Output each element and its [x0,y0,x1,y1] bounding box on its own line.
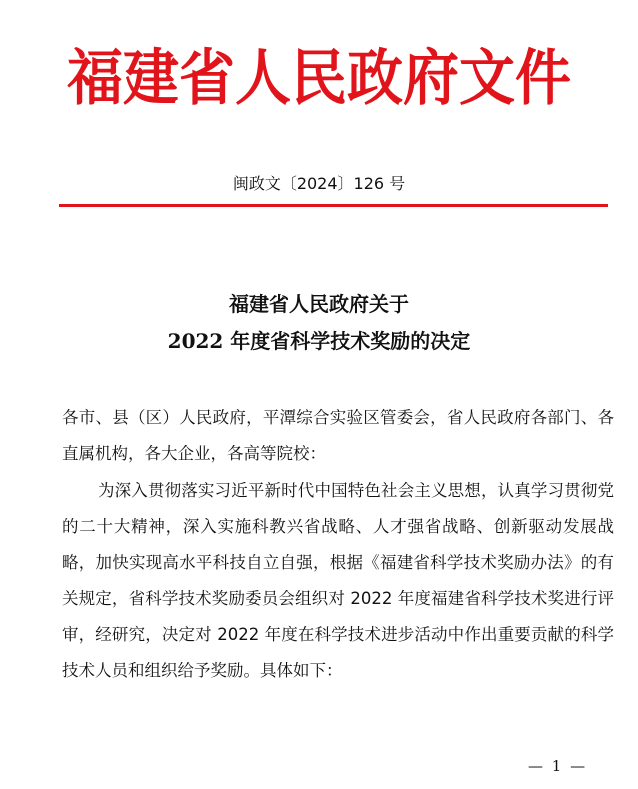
body-paragraph: 为深入贯彻落实习近平新时代中国特色社会主义思想，认真学习贯彻党的二十大精神，深入实施科教兴省战略、人才强省战略、创新驱动发展战略，加快实现高水平科技自立自强，根据《福建省科学技术奖励办法》的有关规定，省科学技术奖励委员会组织对 2022 年度福建省科学技术奖进行评审，经研究，决定对 2022 年度在科学技术进步活动中作出重要贡献的科学技术人员和组织给予奖励。具体如下： [62,481,614,680]
red-divider-line [59,204,608,207]
addressee-paragraph: 各市、县（区）人民政府，平潭综合实验区管委会，省人民政府各部门、各直属机构，各大企业，各高等院校： [62,408,614,463]
masthead-title: 福建省人民政府文件 [67,42,571,114]
page-number: — 1 — [528,757,588,775]
document-number: 闽政文〔2024〕126 号 [232,174,406,193]
document-title-line-2: 2022 年度省科学技术奖励的决定 [167,329,471,353]
document-title-line-1: 福建省人民政府关于 [229,292,409,316]
